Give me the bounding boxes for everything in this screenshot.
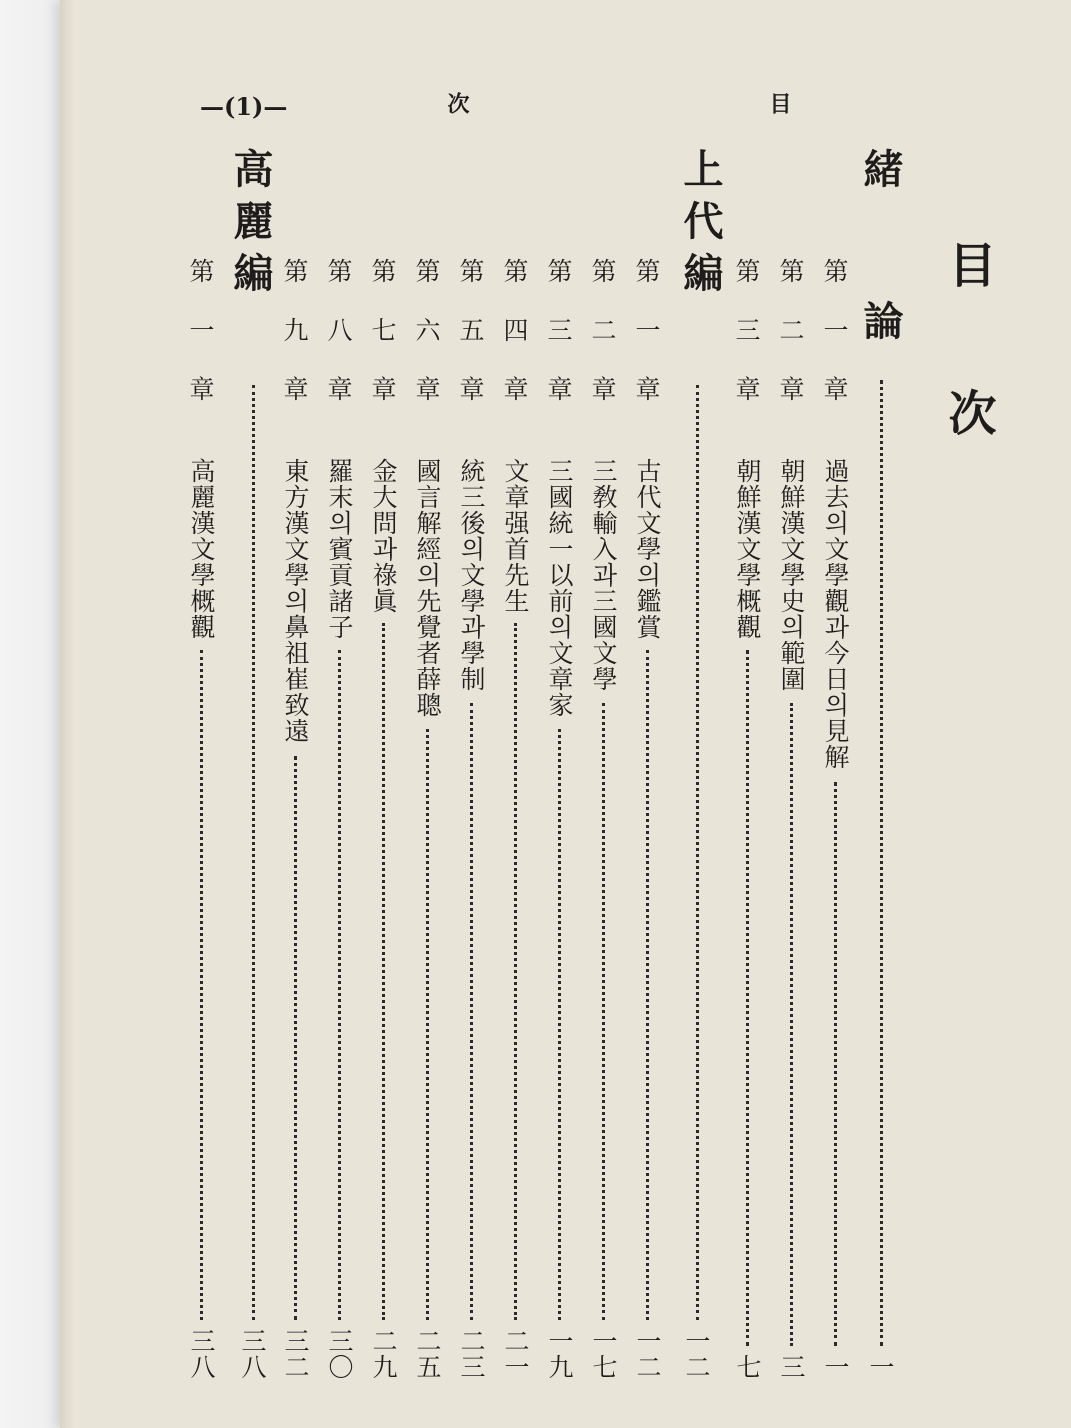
chapter-page-number: 一九 — [545, 1328, 574, 1380]
chapter-title: 古代文學의鑑賞 — [633, 458, 662, 640]
running-header-right: 目 — [766, 92, 792, 114]
chapter-page-number: 二五 — [413, 1328, 442, 1380]
chapter-title: 文章强首先生 — [501, 458, 530, 614]
leader-dots — [696, 385, 699, 1320]
leader-dots — [880, 380, 883, 1346]
chapter-title: 高麗漢文學概觀 — [187, 458, 216, 640]
section-page-number: 一 — [866, 1354, 895, 1380]
chapter-title: 三敎輸入과三國文學 — [589, 458, 618, 692]
chapter-title: 朝鮮漢文學史의範圍 — [777, 458, 806, 692]
chapter-number: 第二章 — [776, 258, 805, 435]
running-header-left: 次 — [444, 92, 470, 114]
chapter-page-number: 二三 — [457, 1328, 486, 1380]
chapter-number: 第六章 — [412, 258, 441, 435]
chapter-number: 第二章 — [588, 258, 617, 435]
chapter-title: 國言解經의先覺者薛聰 — [413, 458, 442, 718]
leader-dots — [790, 703, 793, 1347]
leader-dots — [252, 385, 255, 1320]
leader-dots — [426, 729, 429, 1320]
leader-dots — [338, 650, 341, 1321]
chapter-title: 三國統一以前의文章家 — [545, 458, 574, 718]
chapter-number: 第一章 — [820, 258, 849, 435]
chapter-title: 統三後의文學과學制 — [457, 458, 486, 692]
leader-dots — [382, 623, 385, 1320]
chapter-page-number: 一七 — [589, 1328, 618, 1380]
leader-dots — [746, 650, 749, 1347]
leader-dots — [834, 782, 837, 1346]
section-page-number: 一二 — [682, 1328, 711, 1380]
leader-dots — [294, 756, 297, 1321]
chapter-number: 第一章 — [632, 258, 661, 435]
section-heading: 緒論 — [857, 148, 904, 452]
page-title: 目次 — [940, 240, 996, 536]
chapter-number: 第四章 — [500, 258, 529, 435]
leader-dots — [558, 729, 561, 1320]
page-number: —(1)— — [200, 92, 288, 121]
chapter-number: 第九章 — [280, 258, 309, 435]
chapter-page-number: 二九 — [369, 1328, 398, 1380]
chapter-title: 羅末의賓貢諸子 — [325, 458, 354, 640]
leader-dots — [514, 623, 517, 1320]
chapter-number: 第三章 — [544, 258, 573, 435]
chapter-title: 朝鮮漢文學概觀 — [733, 458, 762, 640]
chapter-number: 第一章 — [186, 258, 215, 435]
chapter-page-number: 一二 — [633, 1328, 662, 1380]
chapter-page-number: 三〇 — [325, 1328, 354, 1380]
leader-dots — [602, 703, 605, 1321]
section-heading: 高麗編 — [227, 148, 274, 304]
chapter-page-number: 三八 — [187, 1328, 216, 1380]
chapter-number: 第五章 — [456, 258, 485, 435]
section-page-number: 三八 — [238, 1328, 267, 1380]
section-heading: 上代編 — [677, 148, 724, 304]
chapter-page-number: 七 — [733, 1354, 762, 1380]
chapter-page-number: 三二 — [281, 1328, 310, 1380]
chapter-title: 金大問과祿眞 — [369, 458, 398, 614]
chapter-number: 第七章 — [368, 258, 397, 435]
chapter-title: 過去의文學觀과今日의見解 — [821, 458, 850, 770]
chapter-title: 東方漢文學의鼻祖崔致遠 — [281, 458, 310, 744]
chapter-page-number: 一 — [821, 1354, 850, 1380]
leader-dots — [470, 703, 473, 1321]
chapter-page-number: 三 — [777, 1354, 806, 1380]
chapter-page-number: 二一 — [501, 1328, 530, 1380]
chapter-number: 第八章 — [324, 258, 353, 435]
page-edge — [60, 0, 74, 1428]
leader-dots — [646, 650, 649, 1321]
leader-dots — [200, 650, 203, 1321]
chapter-number: 第三章 — [732, 258, 761, 435]
